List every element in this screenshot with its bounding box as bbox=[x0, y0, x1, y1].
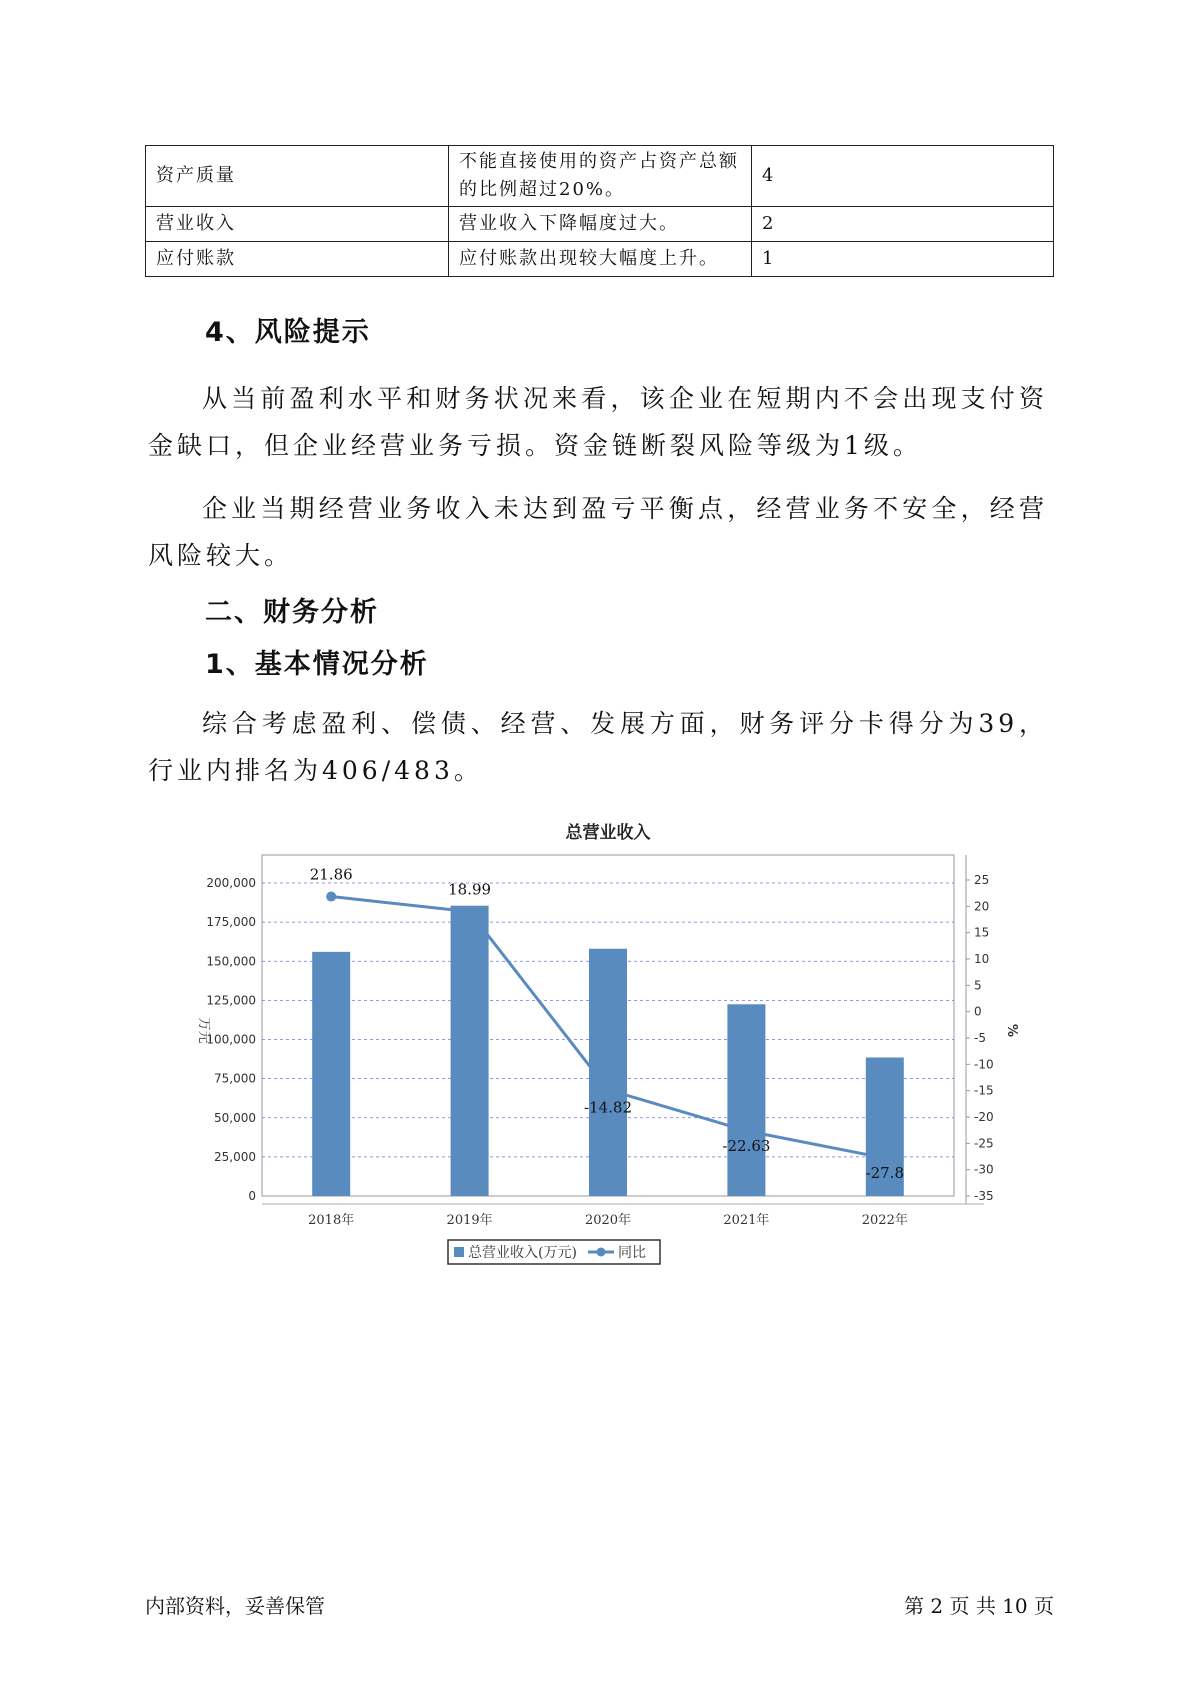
y2-tick-label: -15 bbox=[974, 1083, 994, 1098]
yoy-data-label: -27.8 bbox=[865, 1164, 905, 1183]
y-tick-label: 100,000 bbox=[206, 1032, 256, 1047]
y-tick-label: 75,000 bbox=[214, 1071, 256, 1086]
basic-heading: 1、基本情况分析 bbox=[205, 649, 429, 680]
revenue-chart-svg bbox=[182, 810, 1019, 1280]
table-row bbox=[146, 242, 1054, 277]
y2-tick-label: -35 bbox=[974, 1189, 994, 1203]
y2-tick-label: -20 bbox=[974, 1110, 994, 1124]
risk-paragraph-1: 从当前盈利水平和财务状况来看，该企业在短期内不会出现支付资金缺口，但企业经营业务亏损。资金链断裂风险等级为1级。 bbox=[148, 384, 1048, 460]
table-cell-desc: 营业收入下降幅度过大。 bbox=[449, 207, 752, 242]
y2-tick-label: 10 bbox=[974, 952, 990, 966]
yoy-data-label: 21.86 bbox=[309, 865, 353, 884]
y2-axis-label: % bbox=[1004, 1023, 1019, 1038]
table-row bbox=[146, 146, 1054, 207]
yoy-data-label: -22.63 bbox=[722, 1136, 771, 1155]
bar-2018年 bbox=[312, 952, 350, 1196]
table-cell-desc: 不能直接使用的资产占资产总额的比例超过20%。 bbox=[449, 146, 752, 207]
table-cell-score: 4 bbox=[752, 146, 1054, 207]
y-tick-label: 50,000 bbox=[214, 1110, 256, 1125]
y-tick-label: 25,000 bbox=[214, 1149, 256, 1164]
legend-bar-label: 总营业收入(万元) bbox=[468, 1245, 577, 1261]
y-tick-label: 0 bbox=[248, 1189, 256, 1203]
risk-table bbox=[145, 145, 1054, 277]
yoy-data-label: 18.99 bbox=[448, 880, 492, 899]
table-row bbox=[146, 207, 1054, 242]
table-cell-score: 1 bbox=[752, 242, 1054, 277]
table-cell-desc: 应付账款出现较大幅度上升。 bbox=[449, 242, 752, 277]
y-tick-label: 125,000 bbox=[206, 993, 256, 1008]
yoy-point bbox=[326, 892, 336, 902]
y2-tick-label: -5 bbox=[974, 1031, 986, 1045]
y2-tick-label: -30 bbox=[974, 1162, 994, 1177]
bar-2021年 bbox=[727, 1004, 765, 1196]
x-tick-label: 2020年 bbox=[584, 1213, 632, 1228]
footer-page-number: 第 2 页 共 10 页 bbox=[904, 1594, 1054, 1618]
x-tick-label: 2022年 bbox=[861, 1213, 908, 1228]
risk-heading: 4、风险提示 bbox=[205, 317, 371, 348]
footer-confidential: 内部资料，妥善保管 bbox=[145, 1594, 325, 1618]
y2-tick-label: 5 bbox=[974, 978, 982, 993]
y-tick-label: 200,000 bbox=[206, 876, 256, 890]
table-cell-item: 资产质量 bbox=[146, 146, 449, 207]
bar-2019年 bbox=[451, 906, 489, 1196]
y-axis-label: 万元 bbox=[196, 1017, 211, 1044]
y-tick-label: 175,000 bbox=[206, 915, 256, 930]
legend-bar-swatch bbox=[454, 1247, 464, 1257]
table-cell-score: 2 bbox=[752, 207, 1054, 242]
x-tick-label: 2021年 bbox=[723, 1213, 770, 1228]
yoy-data-label: -14.82 bbox=[583, 1098, 633, 1117]
table-cell-item: 应付账款 bbox=[146, 242, 449, 277]
x-tick-label: 2019年 bbox=[446, 1213, 493, 1228]
finance-heading: 二、财务分析 bbox=[205, 597, 379, 628]
y2-tick-label: 20 bbox=[974, 899, 990, 914]
legend-line-label: 同比 bbox=[618, 1245, 646, 1261]
risk-paragraph-2: 企业当期经营业务收入未达到盈亏平衡点，经营业务不安全，经营风险较大。 bbox=[148, 494, 1048, 570]
table-cell-item: 营业收入 bbox=[146, 207, 449, 242]
y2-tick-label: 0 bbox=[974, 1004, 982, 1019]
basic-paragraph: 综合考虑盈利、偿债、经营、发展方面，财务评分卡得分为39，行业内排名为406/483。 bbox=[148, 709, 1048, 785]
y2-tick-label: -10 bbox=[974, 1057, 994, 1072]
y-tick-label: 150,000 bbox=[206, 954, 256, 969]
chart-title: 总营业收入 bbox=[565, 823, 651, 843]
legend-line-marker bbox=[597, 1248, 606, 1257]
x-tick-label: 2018年 bbox=[308, 1213, 355, 1228]
revenue-chart bbox=[182, 810, 1019, 1280]
y2-tick-label: -25 bbox=[974, 1136, 994, 1151]
y2-tick-label: 15 bbox=[974, 925, 990, 940]
y2-tick-label: 25 bbox=[974, 873, 990, 887]
